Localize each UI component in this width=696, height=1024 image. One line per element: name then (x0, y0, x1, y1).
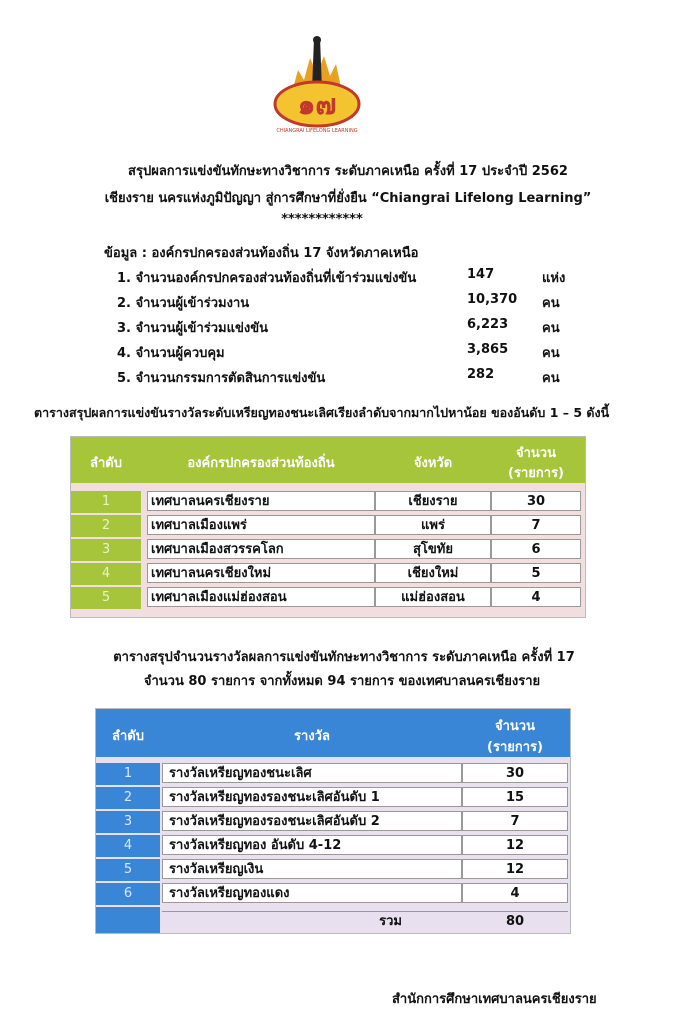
award-summary-table (95, 708, 571, 934)
row-org: เทศบาลเมืองแพร่ (147, 515, 375, 535)
table2-title: ตารางสรุปจำนวนรางวัลผลการแข่งขันทักษะทางวิชาการ ระดับภาคเหนือ ครั้งที่ 17 (113, 650, 575, 665)
info-item-unit: คน (542, 321, 560, 336)
table-row (71, 539, 585, 561)
row-rank: 1 (71, 491, 141, 513)
table-header (96, 709, 570, 757)
header-count: จำนวน (495, 719, 535, 734)
table-row (96, 763, 570, 785)
row-rank: 5 (71, 587, 141, 609)
total-label: รวม (379, 914, 402, 929)
row-rank: 4 (71, 563, 141, 585)
row-award: รางวัลเหรียญทอง อันดับ 4-12 (162, 835, 462, 855)
svg-text:CHIANGRAI LIFELONG LEARNING: CHIANGRAI LIFELONG LEARNING (276, 128, 358, 134)
table-row (71, 587, 585, 609)
table1-title: ตารางสรุปผลการแข่งขันรางวัลระดับเหรียญทองชนะเลิศเรียงลำดับจากมากไปหาน้อย ของอันดับ 1 – 5 ดังนี้ (34, 405, 610, 420)
header-award: รางวัล (294, 729, 330, 744)
row-rank: 1 (96, 763, 160, 785)
info-item-label: 3. จำนวนผู้เข้าร่วมแข่งขัน (117, 321, 268, 336)
row-rank: 2 (71, 515, 141, 537)
row-award: รางวัลเหรียญทองแดง (162, 883, 462, 903)
row-count: 12 (462, 835, 568, 855)
row-org: เทศบาลนครเชียงราย (147, 491, 375, 511)
row-count: 4 (462, 883, 568, 903)
table-row (71, 491, 585, 513)
row-rank: 2 (96, 787, 160, 809)
header-divider: ************ (281, 212, 363, 227)
info-item-value: 3,865 (467, 342, 509, 357)
row-count: 15 (462, 787, 568, 807)
row-rank: 3 (96, 811, 160, 833)
header-province: จังหวัด (413, 456, 453, 471)
table-row (96, 883, 570, 905)
row-rank: 6 (96, 883, 160, 905)
row-rank: 5 (96, 859, 160, 881)
row-award: รางวัลเหรียญทองรองชนะเลิศอันดับ 2 (162, 811, 462, 831)
row-province: เชียงราย (375, 491, 491, 511)
table-row (71, 563, 585, 585)
row-rank: 4 (96, 835, 160, 857)
row-province: สุโขทัย (375, 539, 491, 559)
row-org: เทศบาลเมืองแม่ฮ่องสอน (147, 587, 375, 607)
info-item-label: 5. จำนวนกรรมการตัดสินการแข่งขัน (117, 371, 326, 386)
info-item-unit: แห่ง (542, 271, 566, 286)
row-count: 7 (462, 811, 568, 831)
info-item-value: 147 (467, 267, 495, 282)
info-item-value: 10,370 (467, 292, 518, 307)
table-row (96, 835, 570, 857)
row-province: แม่ฮ่องสอน (375, 587, 491, 607)
table2-subtitle: จำนวน 80 รายการ จากทั้งหมด 94 รายการ ของเทศบาลนครเชียงราย (143, 674, 541, 689)
header-title: สรุปผลการแข่งขันทักษะทางวิชาการ ระดับภาคเหนือ ครั้งที่ 17 ประจำปี 2562 (128, 164, 568, 179)
info-heading: ข้อมูล : องค์กรปกครองส่วนท้องถิ่น 17 จังหวัดภาคเหนือ (104, 246, 419, 261)
footer-office: สำนักการศึกษาเทศบาลนครเชียงราย (392, 992, 597, 1007)
row-org: เทศบาลเมืองสวรรคโลก (147, 539, 375, 559)
row-rank: 3 (71, 539, 141, 561)
chiangrai-lifelong-learning-logo (262, 30, 372, 140)
header-org: องค์กรปกครองส่วนท้องถิ่น (187, 456, 335, 471)
table-row (96, 787, 570, 809)
top5-gold-table (70, 436, 586, 618)
row-count: 12 (462, 859, 568, 879)
info-item-unit: คน (542, 346, 560, 361)
row-count: 7 (491, 515, 581, 535)
row-count: 6 (491, 539, 581, 559)
row-count: 30 (491, 491, 581, 511)
info-item-unit: คน (542, 371, 560, 386)
row-award: รางวัลเหรียญเงิน (162, 859, 462, 879)
table-total-row (162, 911, 568, 932)
row-rank-blank (96, 907, 160, 933)
header-subtitle: เชียงราย นครแห่งภูมิปัญญา สู่การศึกษาที่ยั่งยืน “Chiangrai Lifelong Learning” (104, 191, 592, 206)
row-org: เทศบาลนครเชียงใหม่ (147, 563, 375, 583)
info-item-unit: คน (542, 296, 560, 311)
table-row (96, 859, 570, 881)
header-rank: ลำดับ (90, 456, 122, 471)
info-item-value: 6,223 (467, 317, 509, 332)
row-count: 30 (462, 763, 568, 783)
header-count-unit: (รายการ) (508, 466, 564, 481)
table-row (96, 811, 570, 833)
svg-text:๑๗: ๑๗ (297, 88, 337, 121)
info-item-label: 1. จำนวนองค์กรปกครองส่วนท้องถิ่นที่เข้าร่วมแข่งขัน (117, 271, 417, 286)
header-rank: ลำดับ (112, 729, 144, 744)
row-province: แพร่ (375, 515, 491, 535)
info-item-label: 4. จำนวนผู้ควบคุม (117, 346, 225, 361)
header-count: จำนวน (516, 446, 556, 461)
row-award: รางวัลเหรียญทองชนะเลิศ (162, 763, 462, 783)
total-value: 80 (505, 914, 525, 929)
row-province: เชียงใหม่ (375, 563, 491, 583)
row-count: 4 (491, 587, 581, 607)
row-count: 5 (491, 563, 581, 583)
table-row (71, 515, 585, 537)
table-header (71, 437, 585, 483)
row-award: รางวัลเหรียญทองรองชนะเลิศอันดับ 1 (162, 787, 462, 807)
header-count-unit: (รายการ) (487, 740, 543, 755)
info-item-value: 282 (467, 367, 495, 382)
info-item-label: 2. จำนวนผู้เข้าร่วมงาน (117, 296, 250, 311)
